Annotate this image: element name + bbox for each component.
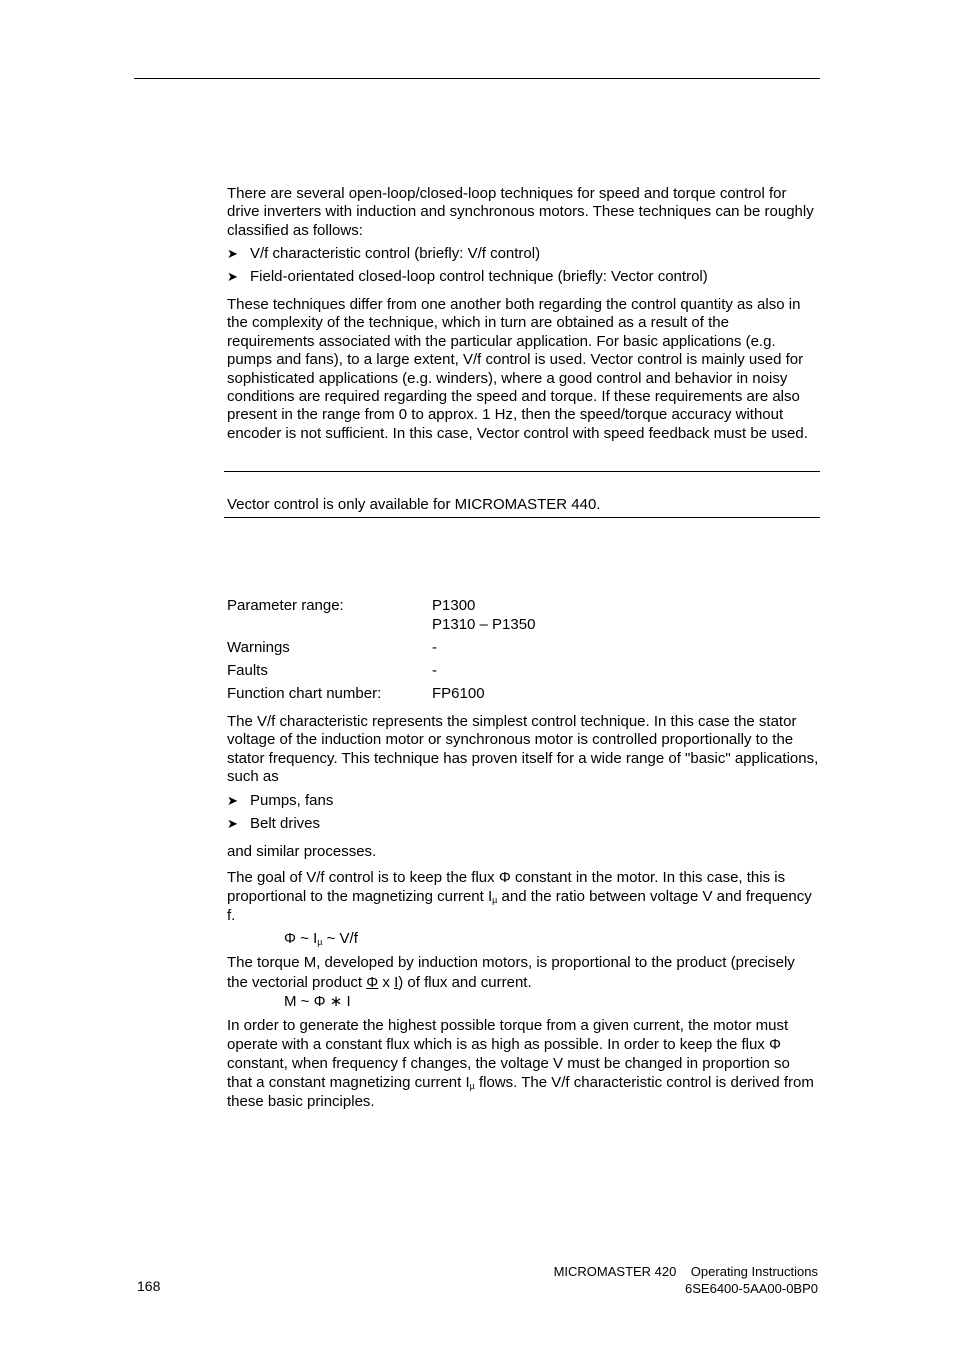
vf-paragraph-1: The V/f characteristic represents the simplest control technique. In this case the stator voltage of the induction motor or synchronous motor is controlled proportionally to the stator frequency. This technique has proven itself for a wide range of "basic" applications, such as [227, 713, 819, 786]
vf-paragraph-4: The torque M, developed by induction motors, is proportional to the product (precisely the vectorial product Φ x I) of flux and current. [227, 954, 795, 991]
techniques-paragraph: These techniques differ from one another both regarding the control quantity as also in the complexity of the technique, which in turn are obtained as a result of the requirements associated with the particular application. For basic applications (e.g. pumps and fans), to a large extent, V/f control is used. Vector control is mainly used for sophisticated applications (e.g. winders), where a good control and behavior in noisy conditions are required regarding the speed and torque. If these requirements are also present in the range from 0 to approx. 1 Hz, then the speed/torque accuracy without encoder is not sufficient. In this case, Vector control with speed feedback must be used. [227, 296, 808, 442]
formula-flux: Φ ~ $I_\mu$ ~ V/f [284, 930, 358, 947]
note-text: Vector control is only available for MICROMASTER 440. [227, 496, 601, 513]
bullet-item-pumps-fans [227, 792, 333, 810]
note-top-rule [224, 471, 820, 472]
bullet-item-vector-control [227, 268, 708, 286]
arrow-bullet-icon: ➤ [227, 793, 238, 808]
header-rule [134, 78, 820, 79]
faults-label: Faults [227, 662, 268, 679]
intro-paragraph: There are several open-loop/closed-loop techniques for speed and torque control for drive inverters with induction and synchronous motors. These techniques can be roughly classified as follows: [227, 185, 814, 239]
footer-doc-title: MICROMASTER 420 Operating Instructions [553, 1264, 818, 1279]
parameter-range-value-2: P1310 – P1350 [432, 616, 536, 633]
bullet-text: V/f characteristic control (briefly: V/f control) [250, 245, 541, 262]
faults-value: - [432, 662, 437, 679]
arrow-bullet-icon: ➤ [227, 269, 238, 284]
arrow-bullet-icon: ➤ [227, 246, 238, 261]
formula-torque: M ~ Φ ∗ I [284, 993, 351, 1010]
parameter-range-label: Parameter range: [227, 597, 344, 614]
vf-paragraph-2: and similar processes. [227, 843, 377, 860]
function-chart-value: FP6100 [432, 685, 485, 702]
bullet-item-belt-drives [227, 815, 320, 833]
arrow-bullet-icon: ➤ [227, 816, 238, 831]
bullet-text: Field-orientated closed-loop control technique (briefly: Vector control) [250, 268, 708, 285]
footer-doc-number: 6SE6400-5AA00-0BP0 [685, 1281, 818, 1296]
function-chart-label: Function chart number: [227, 685, 382, 702]
bullet-item-vf-control [227, 245, 540, 263]
warnings-label: Warnings [227, 639, 290, 656]
bullet-text: Pumps, fans [250, 792, 334, 809]
vf-paragraph-3: The goal of V/f control is to keep the flux Φ constant in the motor. In this case, this is proportional to the magnetizing current $I_\mu$ and the ratio between voltage V and frequency f. [227, 869, 812, 924]
note-bottom-rule [224, 517, 820, 518]
warnings-value: - [432, 639, 437, 656]
parameter-range-value-1: P1300 [432, 597, 476, 614]
vf-paragraph-5: In order to generate the highest possible torque from a given current, the motor must operate with a constant flux which is as high as possible. In order to keep the flux Φ constant, when frequency f changes, the voltage V must be changed in proportion so that a constant magnetizing current $I_\mu$ flows. The V/f characteristic control is derived from these basic principles. [227, 1017, 814, 1110]
page-number: 168 [137, 1278, 161, 1294]
bullet-text: Belt drives [250, 815, 321, 832]
